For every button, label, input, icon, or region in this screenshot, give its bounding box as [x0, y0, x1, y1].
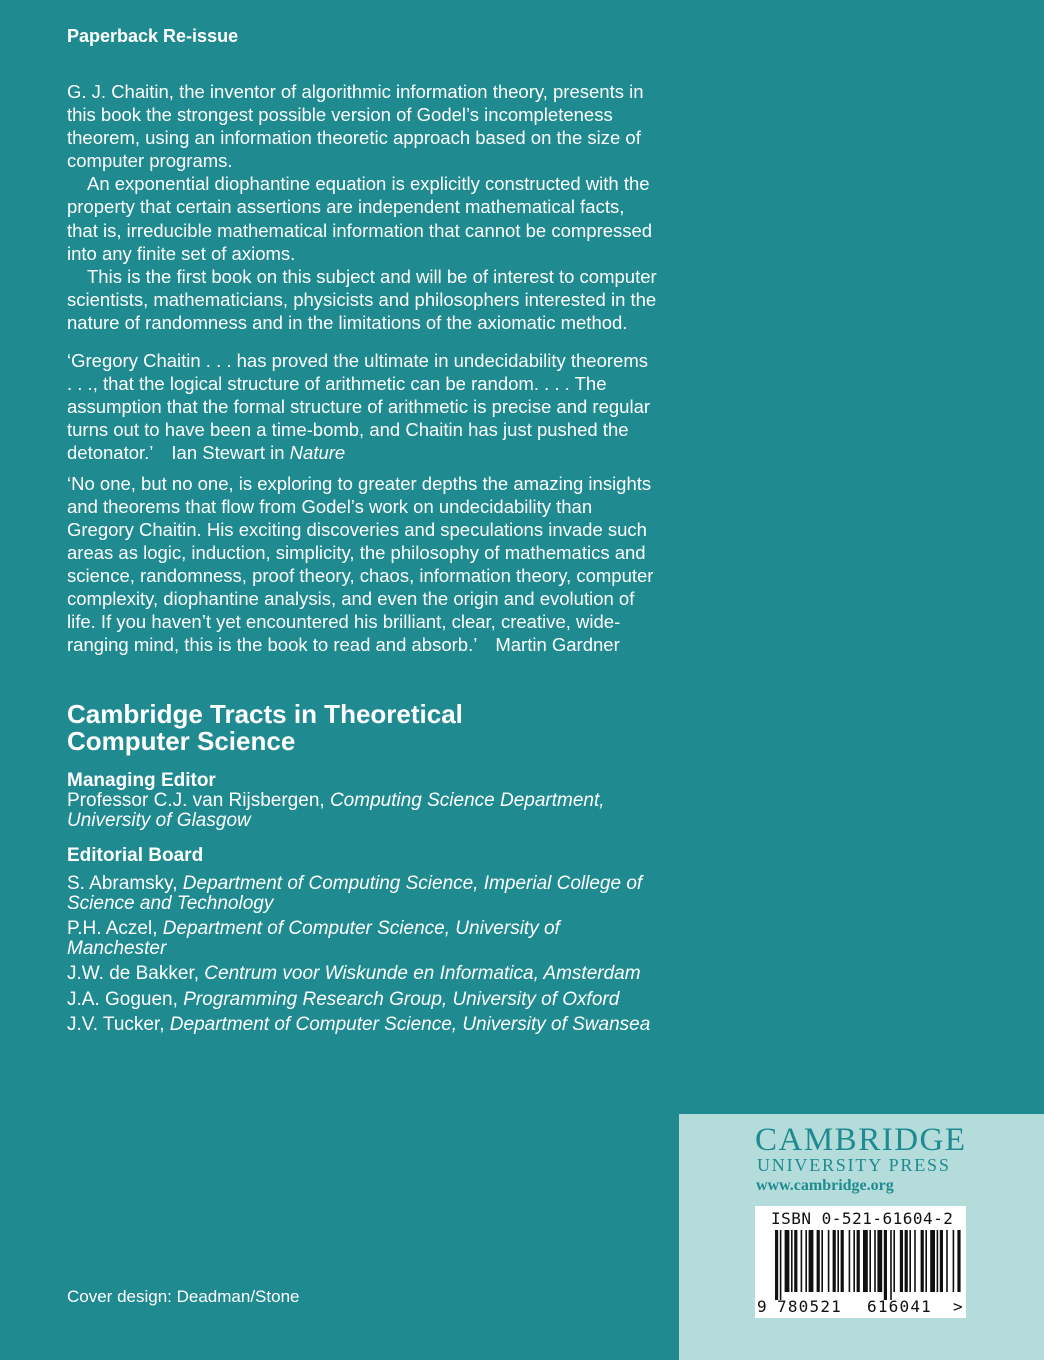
barcode-bar: [953, 1230, 955, 1292]
barcode-bar: [863, 1230, 868, 1292]
editorial-board-heading: Editorial Board: [67, 845, 204, 867]
board-member: [67, 964, 657, 984]
board-member: [67, 874, 657, 913]
member-name: J.A. Goguen,: [67, 988, 178, 1010]
barcode-bar: [890, 1230, 892, 1300]
barcode-bar: [841, 1230, 844, 1292]
quote-attribution: Martin Gardner: [495, 634, 620, 656]
barcode-box: [755, 1206, 966, 1318]
barcode-bar: [809, 1230, 814, 1292]
review-quote: [67, 349, 657, 464]
barcode-lead-digit: 9: [757, 1297, 767, 1316]
cover-design-credit: Cover design: Deadman/Stone: [67, 1287, 300, 1306]
managing-editor-heading: Managing Editor: [67, 770, 216, 792]
barcode-bar: [877, 1230, 882, 1292]
back-cover-text: [67, 26, 657, 1035]
barcode-bar: [909, 1230, 911, 1292]
description-paragraph: An exponential diophantine equation is explicitly constructed with the property that certain assertions are independent mathematical facts, that is, irreducible mathematical information that cannot be compressed into any finite set of axioms.: [67, 173, 653, 264]
barcode-bar: [780, 1230, 782, 1300]
barcode-bar: [937, 1230, 939, 1292]
barcode-bar: [775, 1230, 778, 1300]
board-member: [67, 919, 657, 958]
editor-name: Professor C.J. van Rijsbergen,: [67, 790, 325, 812]
barcode-bar: [849, 1230, 851, 1292]
barcode-bar: [801, 1230, 803, 1292]
barcode-bar: [905, 1230, 908, 1292]
publisher-logo-name: CAMBRIDGE: [755, 1122, 967, 1158]
member-affiliation: Programming Research Group, University of Oxford: [183, 988, 620, 1010]
member-name: P.H. Aczel,: [67, 918, 158, 940]
barcode-bar: [893, 1230, 895, 1292]
description-paragraph: This is the first book on this subject and will be of interest to computer scientists, mathematicians, physicists and philosophers interested in the nature of randomness and in the limitations of the axiomatic method.: [67, 265, 657, 333]
barcode-bar: [957, 1230, 960, 1292]
editor-affiliation: Computing Science Department, University of Glasgow: [67, 790, 605, 831]
barcode-bar: [914, 1230, 916, 1292]
barcode-bar: [940, 1230, 943, 1292]
book-description: [67, 80, 657, 334]
barcode-bar: [837, 1230, 839, 1292]
barcode-bar: [930, 1230, 935, 1292]
member-name: S. Abramsky,: [67, 873, 178, 895]
quote-attribution: Ian Stewart in: [171, 442, 285, 464]
managing-editor-entry: [67, 791, 657, 830]
barcode-bar: [946, 1230, 948, 1292]
barcode-left-digits: 780521: [777, 1297, 842, 1316]
series-title-line: Cambridge Tracts in Theoretical: [67, 699, 463, 730]
quote-source: Nature: [289, 442, 346, 464]
barcode-bar: [785, 1230, 790, 1292]
series-title: [67, 701, 657, 755]
member-affiliation: Department of Computing Science, Imperial College of Science and Technology: [67, 873, 643, 914]
reissue-label: Paperback Re-issue: [67, 26, 239, 46]
member-name: J.V. Tucker,: [67, 1014, 165, 1036]
publisher-panel: [679, 1114, 1044, 1360]
review-quote: [67, 472, 657, 657]
barcode-bar: [900, 1230, 903, 1292]
barcode-bar: [869, 1230, 871, 1292]
barcode-bar: [925, 1230, 927, 1292]
publisher-url: www.cambridge.org: [756, 1177, 894, 1194]
quote-text: ‘No one, but no one, is exploring to greater depths the amazing insights and theorems that flow from Godel’s work on undecidability than Gregory Chaitin. His exciting discoveries and speculations invade such areas as logic, induction, simplicity, the philosophy of mathematics and science, randomness, proof theory, chaos, information theory, computer complexity, diophantine analysis, and even the origin and evolution of life. If you haven’t yet encountered his brilliant, clear, creative, wide-ranging mind, this is the book to read and absorb.’: [67, 472, 654, 656]
barcode-bar: [833, 1230, 836, 1292]
quote-text: ‘Gregory Chaitin . . . has proved the ultimate in undecidability theorems . . ., that the logical structure of arithmetic can be random. . . . The assumption that the formal structure of arithmetic is precise and regular turns out to have been a time-bomb, and Chaitin has just pushed the detonator.’: [67, 350, 651, 464]
barcode-bar: [805, 1230, 807, 1292]
barcode-bar: [884, 1230, 887, 1300]
barcode-bar: [817, 1230, 820, 1292]
barcode-bar: [921, 1230, 924, 1292]
barcode-bar: [828, 1230, 830, 1292]
board-member: [67, 990, 657, 1010]
editorial-board-list: [67, 874, 657, 1035]
barcode-right-digits: 616041: [867, 1297, 932, 1316]
barcode-bar: [853, 1230, 855, 1292]
barcode-icon: [755, 1206, 966, 1318]
description-paragraph: G. J. Chaitin, the inventor of algorithmic information theory, presents in this book the strongest possible version of Godel’s incompleteness theorem, using an information theoretic approach based on the size of computer programs.: [67, 81, 644, 172]
barcode-bar: [791, 1230, 793, 1292]
barcode-bar: [857, 1230, 860, 1292]
barcode-tail-mark: >: [953, 1297, 963, 1316]
series-title-line: Computer Science: [67, 726, 296, 757]
member-affiliation: Centrum voor Wiskunde en Informatica, Amsterdam: [204, 963, 641, 985]
publisher-logo-sub: UNIVERSITY PRESS: [757, 1155, 951, 1175]
member-name: J.W. de Bakker,: [67, 963, 199, 985]
member-affiliation: Department of Computer Science, University of Manchester: [67, 918, 560, 959]
barcode-bar: [821, 1230, 823, 1292]
isbn-label: ISBN 0-521-61604-2: [771, 1209, 954, 1228]
barcode-bar: [794, 1230, 797, 1292]
member-affiliation: Department of Computer Science, University of Swansea: [169, 1014, 651, 1036]
board-member: [67, 1015, 657, 1035]
barcode-bar: [874, 1230, 876, 1292]
